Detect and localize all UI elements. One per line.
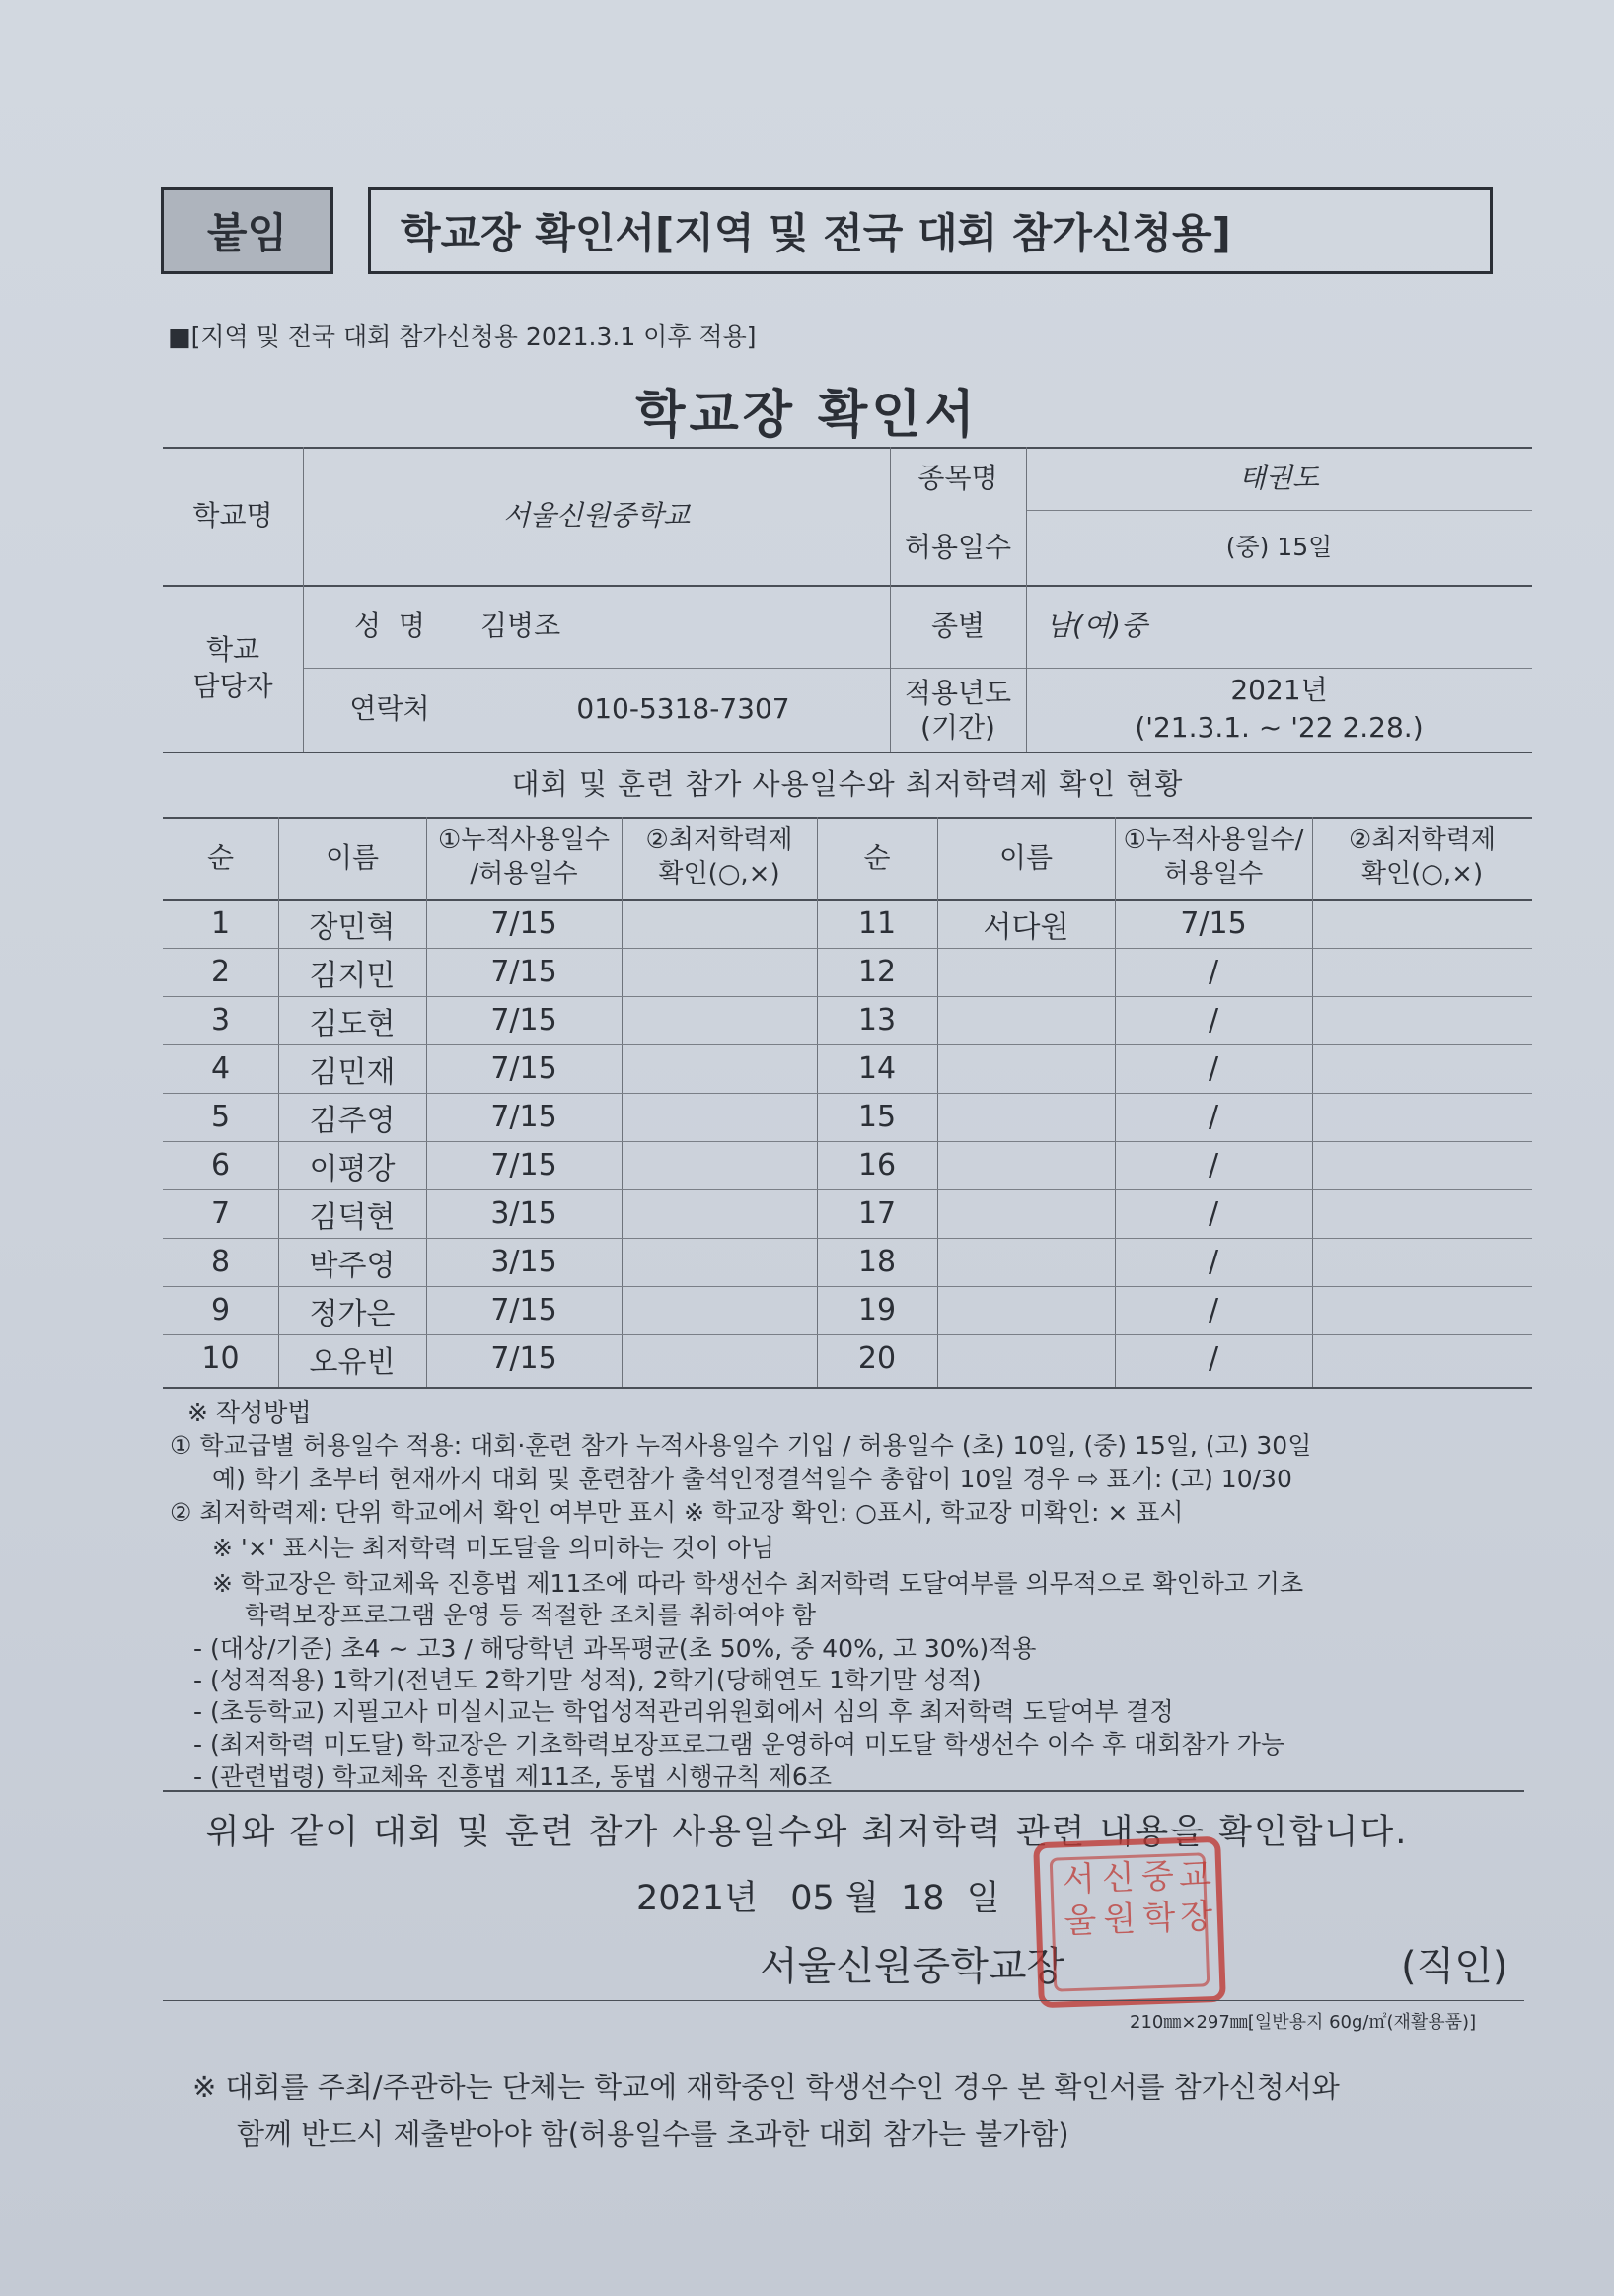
- row-name: 김도현: [309, 1006, 396, 1041]
- row-line: [163, 1189, 1532, 1190]
- row-min: [622, 1093, 817, 1141]
- notes-bottom-line: [163, 1790, 1524, 1792]
- row-no: 1: [210, 906, 231, 941]
- row-name: 김주영: [309, 1103, 396, 1138]
- row-min: [1312, 1334, 1532, 1383]
- row-no: 13: [857, 1003, 897, 1038]
- note-line: - (관련법령) 학교체육 진흥법 제11조, 동법 시행규칙 제6조: [193, 1762, 832, 1791]
- row-name: [937, 1189, 1115, 1238]
- notes-heading: ※ 작성방법: [187, 1399, 312, 1427]
- allowed-days-label: 허용일수: [904, 530, 1012, 563]
- row-days: 3/15: [490, 1196, 557, 1231]
- note-line: ② 최저학력제: 단위 학교에서 확인 여부만 표시 ※ 학교장 확인: ○표시, 학교장 미확인: × 표시: [170, 1498, 1184, 1527]
- row-no: 18: [857, 1245, 897, 1279]
- box-title: 학교장 확인서[지역 및 전국 대회 참가신청용]: [368, 187, 1493, 274]
- seal-glyph: 중 학: [1140, 1856, 1176, 1939]
- info-bottom-line: [163, 752, 1532, 753]
- row-min: [622, 1141, 817, 1189]
- manager-label: 학교 담당자: [192, 633, 273, 702]
- row-name: [937, 1334, 1115, 1383]
- header-min-right: ②최저학력제 확인(○,×): [1349, 825, 1496, 889]
- note-line: 학력보장프로그램 운영 등 적절한 조치를 취하여야 함: [245, 1601, 816, 1629]
- sign-line: [163, 2000, 1524, 2001]
- note-line: - (대상/기준) 초4 ~ 고3 / 해당학년 과목평균(초 50%, 중 40%, 고 30%)적용: [193, 1634, 1037, 1663]
- row-no: 5: [210, 1100, 231, 1134]
- row-min: [622, 1286, 817, 1334]
- note-line: - (최저학력 미도달) 학교장은 기초학력보장프로그램 운영하여 미도달 학생선수 이수 후 대회참가 가능: [193, 1730, 1285, 1758]
- date-line: 2021년 05 월 18 일: [636, 1879, 1000, 1918]
- row-no: 16: [857, 1148, 897, 1183]
- year: 2021년: [1230, 673, 1328, 706]
- row-name: 박주영: [309, 1248, 396, 1283]
- sport-label: 종목명: [917, 461, 998, 494]
- school-name: 서울신원중학교: [502, 498, 691, 532]
- table-row: [0, 1189, 1614, 1238]
- note-line: - (초등학교) 지필고사 미실시교는 학업성적관리위원회에서 심의 후 최저학력 도달여부 결정: [193, 1697, 1174, 1726]
- note-line: ① 학교급별 허용일수 적용: 대회·훈련 참가 누적사용일수 기입 / 허용일수 (초) 10일, (중) 15일, (고) 30일: [170, 1431, 1312, 1460]
- row-no: 17: [857, 1196, 897, 1231]
- list-bottom-line: [163, 1387, 1532, 1389]
- note-line: - (성적적용) 1학기(전년도 2학기말 성적), 2학기(당해연도 1학기말 성적): [193, 1666, 982, 1694]
- row-no: 8: [210, 1245, 231, 1279]
- contact-label: 연락처: [349, 692, 430, 726]
- header-no-left: 순: [206, 840, 235, 874]
- row-days: 7/15: [490, 1148, 557, 1183]
- subtitle: ■[지역 및 전국 대회 참가신청용 2021.3.1 이후 적용]: [168, 323, 757, 351]
- table-row: [0, 948, 1614, 996]
- row-min: [1312, 1141, 1532, 1189]
- school-name-label: 학교명: [192, 498, 273, 532]
- row-name: 이평강: [309, 1151, 396, 1186]
- row-name: [937, 996, 1115, 1044]
- row-no: 15: [857, 1100, 897, 1134]
- row-min: [1312, 1238, 1532, 1286]
- row-days: /: [1208, 1051, 1219, 1086]
- gender-label: 종별: [930, 609, 986, 642]
- note-line: ※ '×' 표시는 최저학력 미도달을 의미하는 것이 아님: [212, 1534, 775, 1562]
- row-min: [1312, 948, 1532, 996]
- row-days: /: [1208, 1341, 1219, 1376]
- row-no: 14: [857, 1051, 897, 1086]
- row-name: 김덕현: [309, 1199, 396, 1235]
- allowed-days: (중) 15일: [1225, 532, 1333, 561]
- row-no: 12: [857, 955, 897, 989]
- row-name: [937, 1286, 1115, 1334]
- row-min: [622, 996, 817, 1044]
- row-min: [1312, 996, 1532, 1044]
- header-days-left: ①누적사용일수 /허용일수: [437, 825, 610, 889]
- sport: 태권도: [1238, 461, 1320, 494]
- table-row: [0, 996, 1614, 1044]
- row-name: 정가은: [309, 1296, 396, 1331]
- row-no: 6: [210, 1148, 231, 1183]
- note-line: 예) 학기 초부터 현재까지 대회 및 훈련참가 출석인정결석일수 총합이 10일 경우 ⇨ 표기: (고) 10/30: [212, 1465, 1292, 1493]
- name-label: 성 명: [354, 609, 425, 642]
- table-row: [0, 1334, 1614, 1383]
- row-days: 7/15: [490, 1100, 557, 1134]
- row-days: /: [1208, 1003, 1219, 1038]
- row-min: [1312, 1044, 1532, 1093]
- manager-name: 김병조: [480, 609, 561, 642]
- row-name: 서다원: [983, 909, 1069, 945]
- row-line: [163, 1141, 1532, 1142]
- attachment-label: 붙임: [161, 187, 333, 274]
- main-title: 학교장 확인서: [635, 386, 979, 445]
- row-days: 7/15: [490, 1003, 557, 1038]
- list-section-title: 대회 및 훈련 참가 사용일수와 최저학력제 확인 현황: [511, 767, 1184, 802]
- row-days: 3/15: [490, 1245, 557, 1279]
- seal-glyph: 신 원: [1101, 1857, 1137, 1940]
- row-days: /: [1208, 1148, 1219, 1183]
- row-line: [163, 996, 1532, 997]
- row-no: 9: [210, 1293, 231, 1327]
- period: ('21.3.1. ~ '22 2.28.): [1135, 710, 1424, 744]
- row-min: [622, 1334, 817, 1383]
- row-days: 7/15: [490, 1293, 557, 1327]
- row-days: 7/15: [1180, 906, 1247, 941]
- row-min: [1312, 1093, 1532, 1141]
- row-days: /: [1208, 1245, 1219, 1279]
- row-no: 4: [210, 1051, 231, 1086]
- row-name: [937, 1238, 1115, 1286]
- paper-spec: 210㎜×297㎜[일반용지 60g/㎡(재활용품)]: [1130, 2012, 1477, 2033]
- row-name: [937, 1141, 1115, 1189]
- table-row: [0, 1286, 1614, 1334]
- table-row: [0, 1044, 1614, 1093]
- table-row: [0, 899, 1614, 948]
- row-name: [937, 948, 1115, 996]
- row-no: 2: [210, 955, 231, 989]
- row-line: [163, 1093, 1532, 1094]
- row-line: [163, 948, 1532, 949]
- note-line: ※ 학교장은 학교체육 진흥법 제11조에 따라 학생선수 최저학력 도달여부를 의무적으로 확인하고 기초: [212, 1569, 1304, 1598]
- row-min: [622, 948, 817, 996]
- school-sign: 서울신원중학교장: [760, 1944, 1065, 1989]
- row-name: [937, 1044, 1115, 1093]
- contact: 010-5318-7307: [576, 692, 790, 726]
- row-min: [622, 1189, 817, 1238]
- row-name: 오유빈: [309, 1344, 396, 1380]
- row-name: [937, 1093, 1115, 1141]
- header-min-left: ②최저학력제 확인(○,×): [645, 825, 793, 889]
- row-name: 김민재: [309, 1054, 396, 1090]
- header-no-right: 순: [863, 840, 891, 874]
- seal-glyph: 교 장: [1178, 1855, 1213, 1938]
- row-min: [1312, 1189, 1532, 1238]
- row-days: /: [1208, 1196, 1219, 1231]
- row-min: [622, 1044, 817, 1093]
- header-days-right: ①누적사용일수/ 허용일수: [1123, 825, 1304, 889]
- confirm-text: 위와 같이 대회 및 훈련 참가 사용일수와 최저학력 관련 내용을 확인합니다.: [205, 1813, 1409, 1852]
- row-name: 김지민: [309, 958, 396, 993]
- row-no: 20: [857, 1341, 897, 1376]
- row-min: [622, 1238, 817, 1286]
- row-line: [163, 1286, 1532, 1287]
- row-min: [1312, 1286, 1532, 1334]
- red-seal-stamp: [1033, 1836, 1226, 2009]
- row-days: 7/15: [490, 1051, 557, 1086]
- row-min: [622, 899, 817, 948]
- row-line: [163, 1238, 1532, 1239]
- row-days: 7/15: [490, 906, 557, 941]
- row-line: [163, 1044, 1532, 1045]
- row-days: 7/15: [490, 1341, 557, 1376]
- row-days: /: [1208, 1100, 1219, 1134]
- row-line: [163, 1334, 1532, 1335]
- row-days: /: [1208, 955, 1219, 989]
- row-no: 10: [201, 1341, 240, 1376]
- row-name: 장민혁: [309, 909, 396, 945]
- year-label: 적용년도 (기간): [904, 676, 1012, 744]
- row-days: /: [1208, 1293, 1219, 1327]
- header-name-right: 이름: [998, 840, 1054, 874]
- row-days: 7/15: [490, 955, 557, 989]
- row-min: [1312, 899, 1532, 948]
- bottom-note-2: 함께 반드시 제출받아야 함(허용일수를 초과한 대회 참가는 불가함): [237, 2117, 1069, 2151]
- seal-glyph: 서 울: [1062, 1859, 1098, 1942]
- bottom-note-1: ※ 대회를 주최/주관하는 단체는 학교에 재학중인 학생선수인 경우 본 확인서를 참가신청서와: [192, 2070, 1340, 2104]
- row-no: 19: [857, 1293, 897, 1327]
- row-no: 7: [210, 1196, 231, 1231]
- gender: 남(여)중: [1046, 609, 1147, 642]
- table-row: [0, 1093, 1614, 1141]
- seal-label: (직인): [1401, 1944, 1508, 1989]
- header-name-left: 이름: [325, 840, 380, 874]
- table-row: [0, 1238, 1614, 1286]
- row-no: 11: [857, 906, 897, 941]
- table-row: [0, 1141, 1614, 1189]
- row-no: 3: [210, 1003, 231, 1038]
